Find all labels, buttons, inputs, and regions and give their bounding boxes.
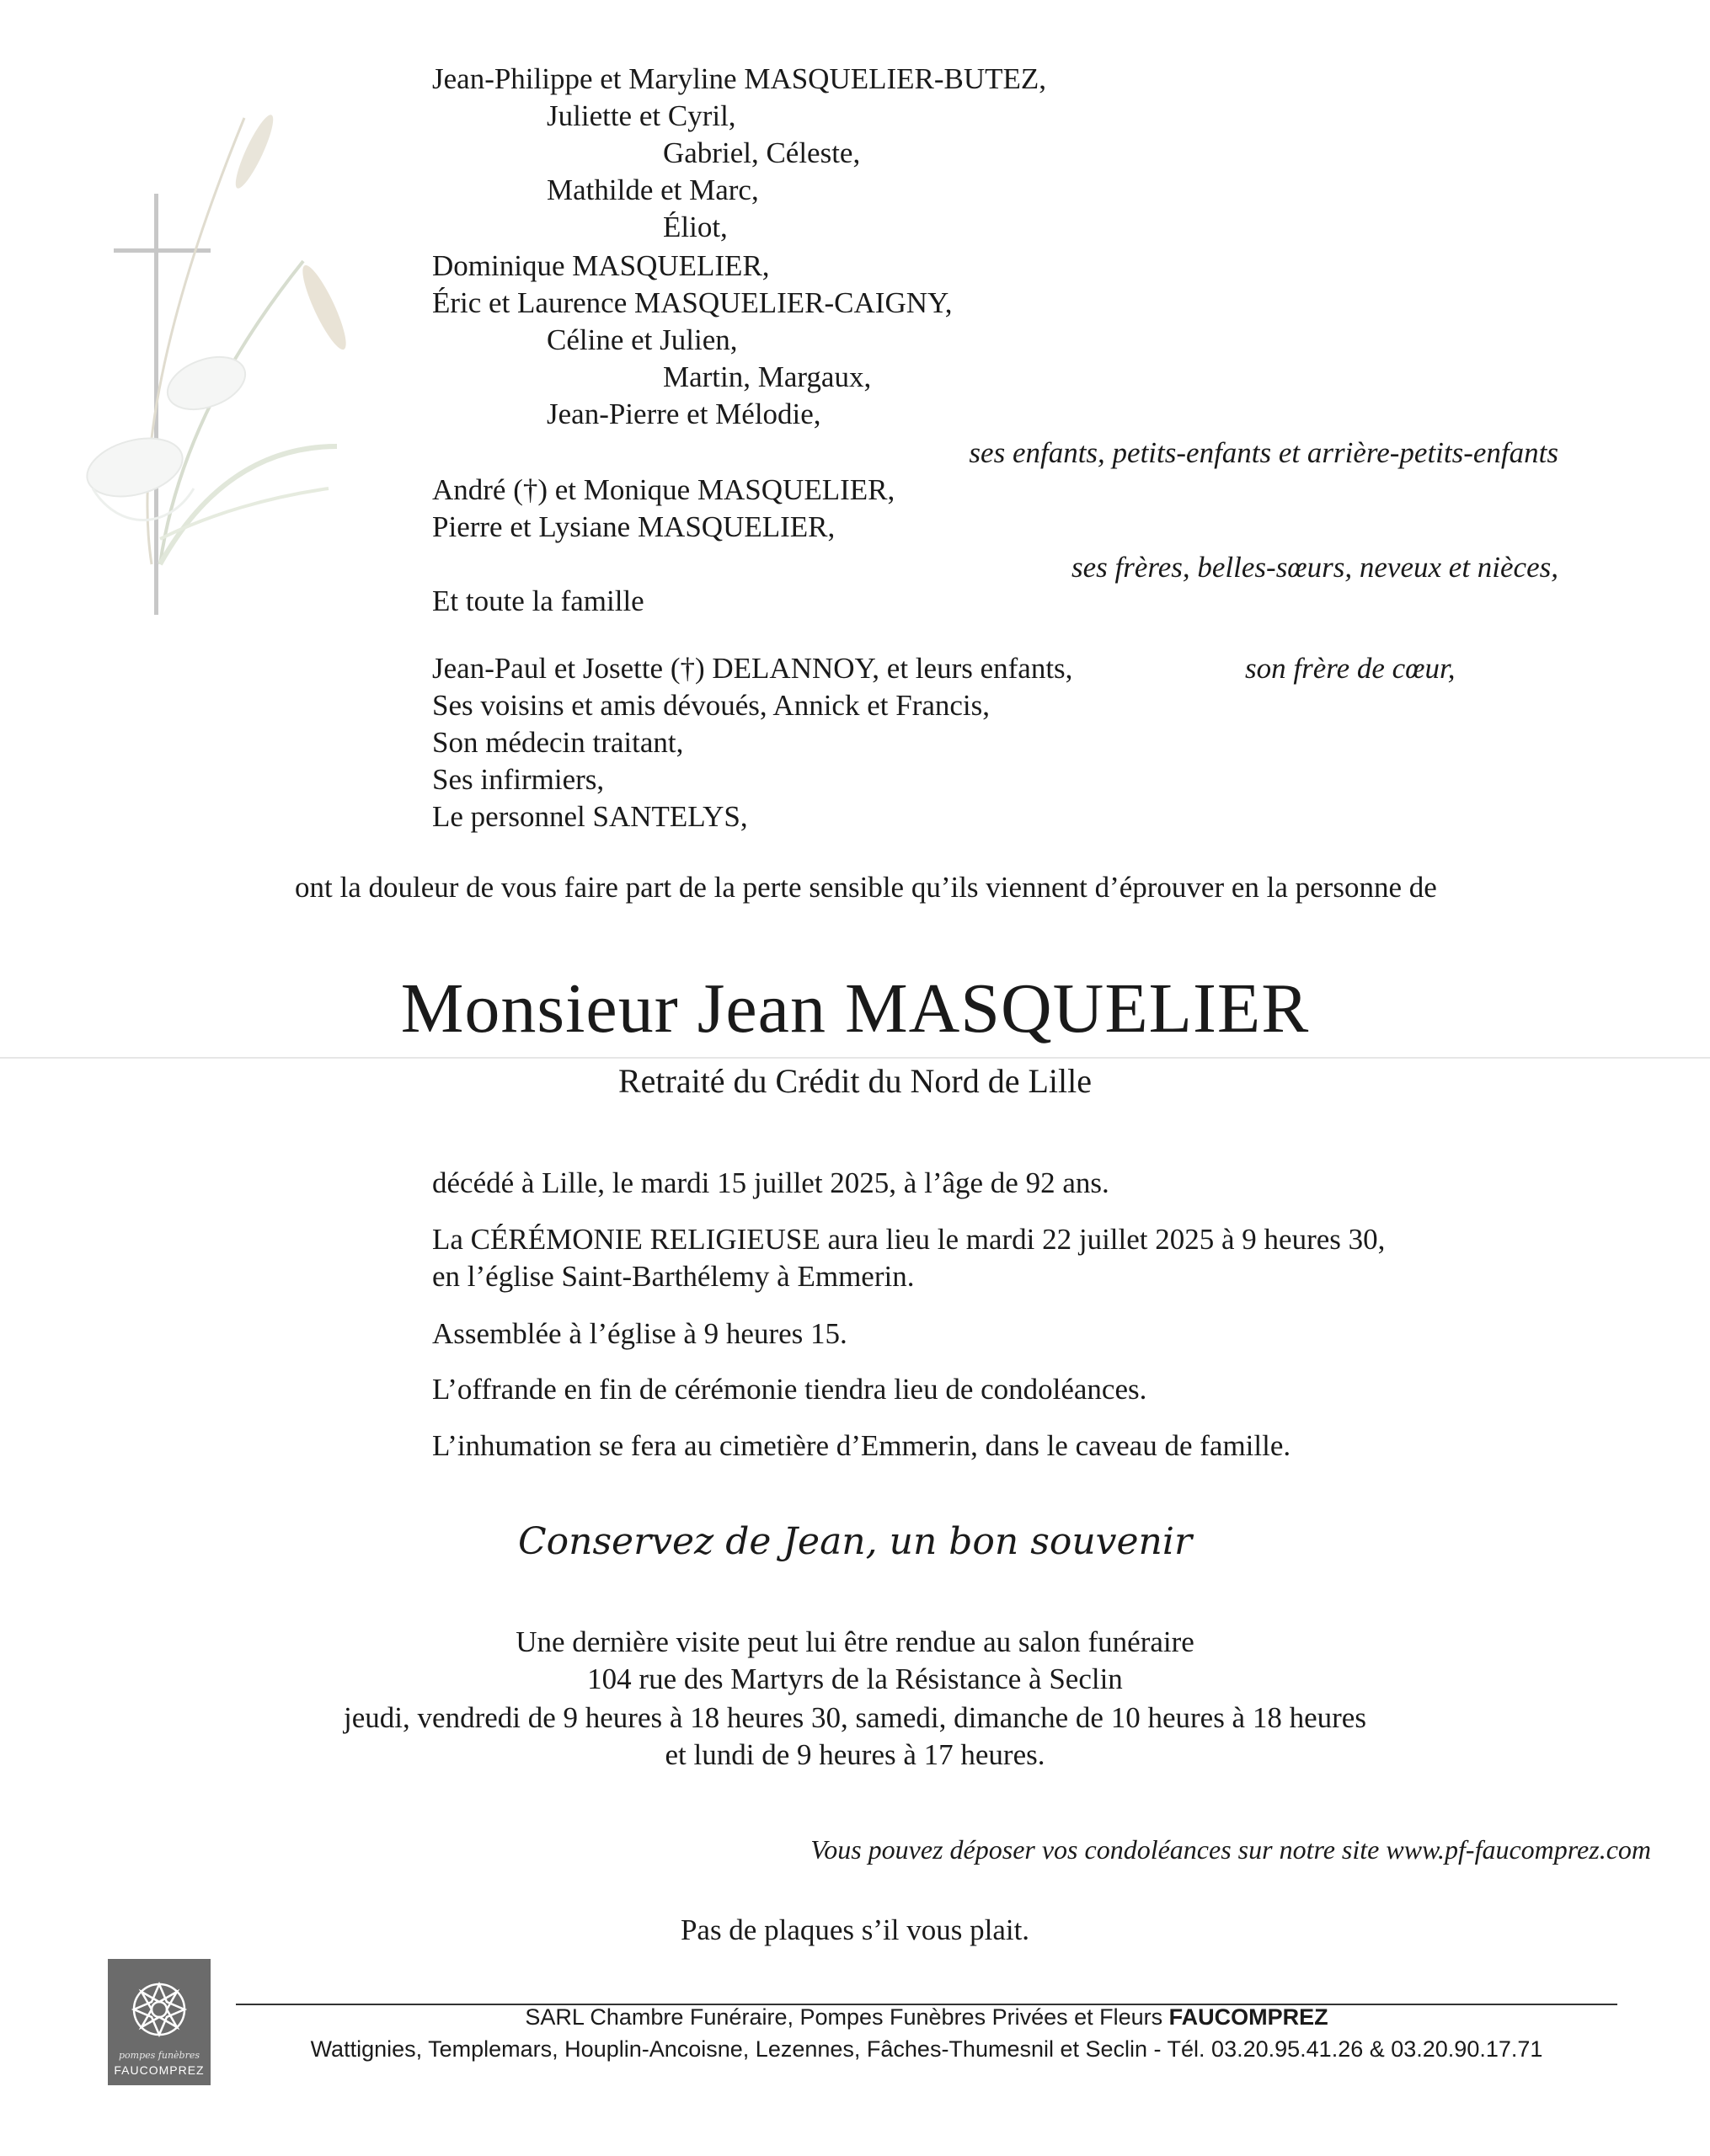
friends-line: Jean-Paul et Josette (†) DELANNOY, et leurs enfants, [432,652,1073,685]
condolences-text: Vous pouvez déposer vos condoléances sur notre site www.pf-faucomprez.com [810,1834,1651,1865]
visit-line: 104 rue des Martyrs de la Résistance à Seclin [587,1662,1123,1695]
memory-text: Conservez de Jean, un bon souvenir [517,1520,1192,1563]
family-line: Éliot, [663,211,728,243]
family-line: Et toute la famille [432,584,644,617]
friends-line: Ses voisins et amis dévoués, Annick et Francis, [432,689,991,722]
visit-line: et lundi de 9 heures à 17 heures. [665,1738,1045,1771]
family-line: Pierre et Lysiane MASQUELIER, [432,510,836,543]
visit-line: jeudi, vendredi de 9 heures à 18 heures 30, samedi, dimanche de 10 heures à 18 heures [344,1701,1366,1734]
logo-name: FAUCOMPREZ [114,2063,205,2077]
family-line: Gabriel, Céleste, [663,136,861,169]
family-line: Jean-Philippe et Maryline MASQUELIER-BUTEZ, [432,62,1047,95]
footer-company-name: FAUCOMPREZ [1168,2004,1328,2030]
funeral-home-logo [108,1959,211,2085]
deceased-name: Monsieur Jean MASQUELIER [400,969,1310,1048]
family-line: Éric et Laurence MASQUELIER-CAIGNY, [432,286,953,319]
family-line: André (†) et Monique MASQUELIER, [432,473,895,506]
assembly-text: Assemblée à l’église à 9 heures 15. [432,1317,847,1350]
footer-company-prefix: SARL Chambre Funéraire, Pompes Funèbres Privées et Fleurs [525,2004,1169,2030]
family-line: Jean-Pierre et Mélodie, [547,398,821,430]
page-fold-line [0,1057,1710,1059]
family-relation: ses frères, belles-sœurs, neveux et nièces, [1071,551,1558,584]
friends-line: Ses infirmiers, [432,763,605,796]
family-line: Juliette et Cyril, [547,99,736,132]
family-line: Martin, Margaux, [663,360,872,393]
death-text: décédé à Lille, le mardi 15 juillet 2025, à l’âge de 92 ans. [432,1166,1109,1199]
family-relation: ses enfants, petits-enfants et arrière-petits-enfants [969,436,1558,469]
friends-line: Le personnel SANTELYS, [432,800,748,833]
no-plaques-text: Pas de plaques s’il vous plait. [680,1913,1030,1946]
family-line: Mathilde et Marc, [547,173,759,206]
visit-line: Une dernière visite peut lui être rendue au salon funéraire [516,1625,1194,1658]
friends-line: Son médecin traitant, [432,726,684,759]
announcement-text: ont la douleur de vous faire part de la perte sensible qu’ils viennent d’éprouver en la personne de [295,871,1437,904]
friends-relation: son frère de cœur, [1245,652,1456,685]
footer-locations: Wattignies, Templemars, Houplin-Ancoisne, Lezennes, Fâches-Thumesnil et Seclin - Tél. 03.20.95.41.26 & 03.20.90.17.71 [310,2036,1543,2062]
offering-text: L’offrande en fin de cérémonie tiendra lieu de condoléances. [432,1373,1147,1406]
logo-tagline: pompes funèbres [119,2050,200,2061]
burial-text: L’inhumation se fera au cimetière d’Emmerin, dans le caveau de famille. [432,1429,1291,1462]
family-line: Céline et Julien, [547,323,738,356]
footer-company [211,2004,1643,2031]
ceremony-line: en l’église Saint-Barthélemy à Emmerin. [432,1260,915,1293]
cross-lily-decoration [34,93,354,665]
deceased-subtitle: Retraité du Crédit du Nord de Lille [617,1062,1093,1100]
family-line: Dominique MASQUELIER, [432,249,770,282]
ceremony-line: La CÉRÉMONIE RELIGIEUSE aura lieu le mardi 22 juillet 2025 à 9 heures 30, [432,1223,1386,1256]
